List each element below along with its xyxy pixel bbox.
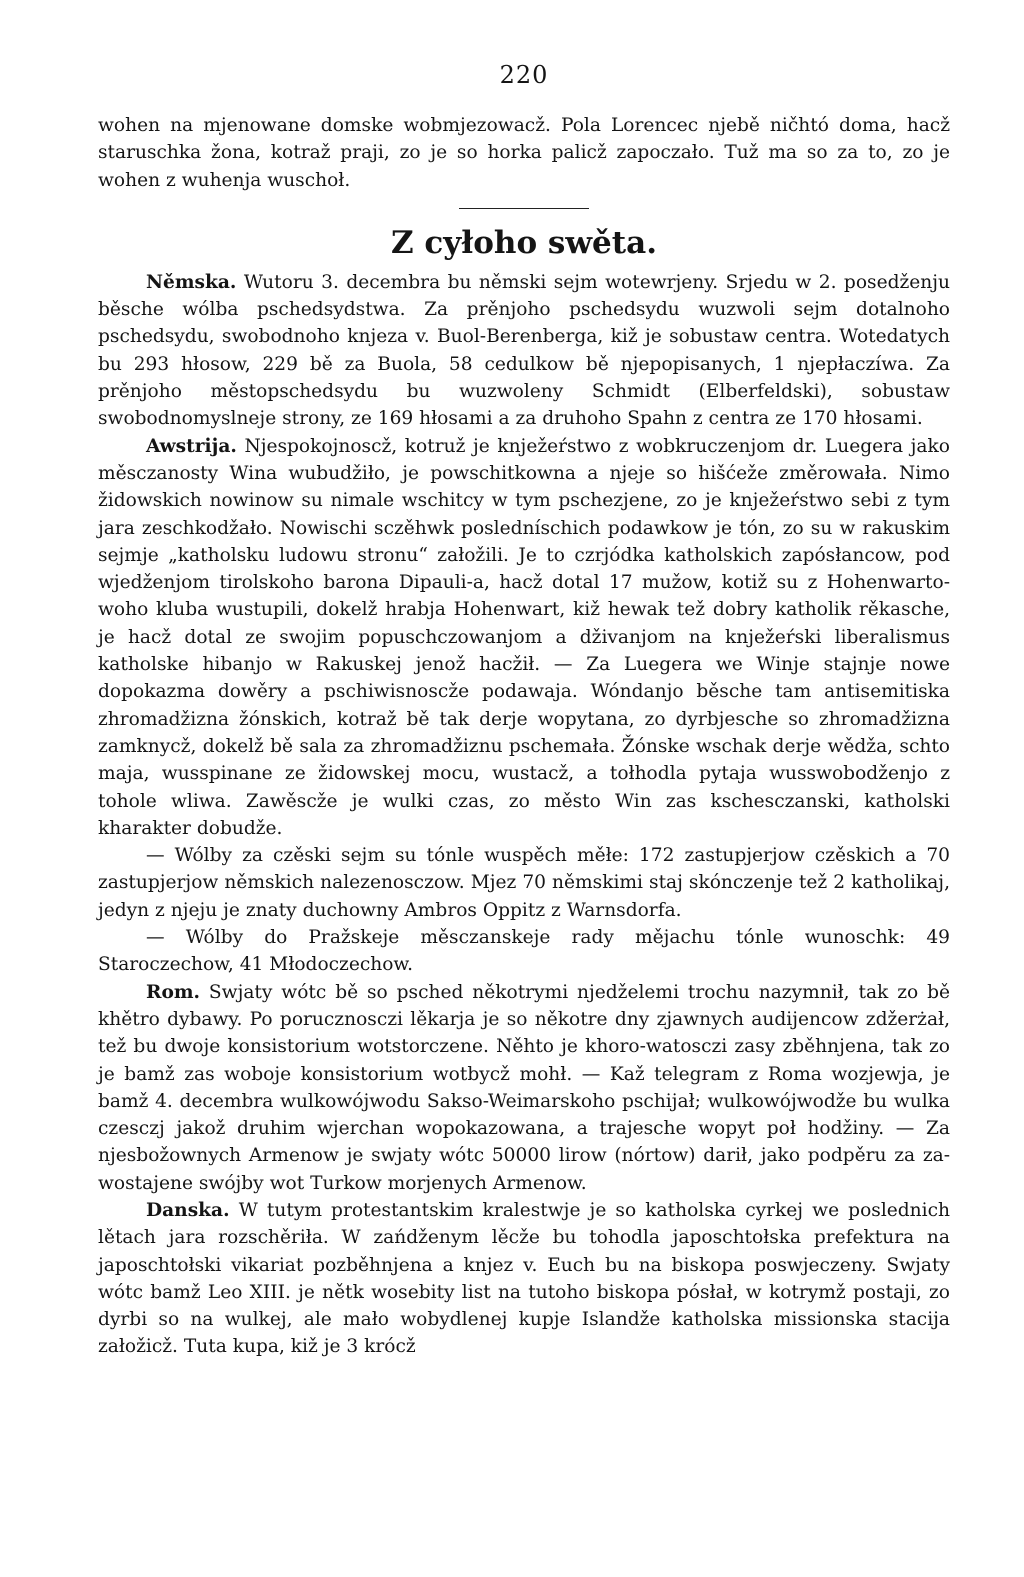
paragraph-prague-council — [98, 924, 950, 979]
intro-paragraph: wohen na mjenowane domske wobmjezowacž. Pola Lorencec njebě ničhtó doma, hacž staruschka žona, kotraž praji, zo je so horka palicž zapoczało. Tuž ma so za to, zo je wohen z wuhenja wuschoł. — [98, 115, 950, 191]
paragraph-text: Swjaty wótc bě so psched někotrymi njedželemi trochu nazymnił, tak zo bě khětro dybawy. Po porucznosczi lěkarja je so někotre dny zjawnych audijencow zdžerżał, tež bu dwoje konsistorium wotstorczene. Něhto je khoro-watosczi zasy zběhnjena, tak zo je bamž zas woboje konsistorium wotbycž mohł. — Kaž telegram z Roma wozjewja, je bamž 4. decembra wulkowójwodu Sakso-Weimarskoho pschijał; wulkowójwodže bu wulka czesczj jakož druhim wjerchan wopokazowana, a trajesche wopyt poł hodžiny. — Za njesbožownych Armenow je swjaty wótc 50000 lirow (nórtow) darił, jako podpěru za za-wostajene swójby wot Turkow morjenych Armenow. — [98, 981, 950, 1194]
paragraph-danska — [98, 1197, 950, 1361]
paragraph-awstrija — [98, 433, 950, 842]
country-heading: Němska. — [146, 271, 237, 293]
paragraph-text: W tutym protestantskim kralestwje je so katholska cyrkej we poslednich lětach jara rozschěriła. W zańdženym lěcže bu tohodla japoschtołska prefektura na japoschtołski vikariat pozběhnjena a knjez v. Euch bu na biskopa poswjeczeny. Swjaty wótc bamž Leo XIII. je nětk wosebity list na tutoho biskopa pósłał, w kotrymž postaji, zo dyrbi so na wulkej, ale mało wobydlenej kupje Islandže katholska missionska stacija załožicž. Tuta kupa, kiž je 3 krócž — [98, 1199, 950, 1358]
paragraph-rom — [98, 979, 950, 1197]
country-heading: Awstrija. — [146, 435, 237, 457]
paragraph-text: — Wólby za czěski sejm su tónle wuspěch měłe: 172 zastupjerjow czěskich a 70 zastupjerjow němskich nalezenosczow. Mjez 70 němskimi staj skónczenje tež 2 katholikaj, jedyn z njeju je znaty duchowny Ambros Oppitz z Warnsdorfa. — [98, 845, 950, 921]
country-heading: Danska. — [146, 1199, 230, 1221]
paragraph-nemska — [98, 269, 950, 433]
document-page — [98, 60, 950, 1361]
paragraph-czech-elections — [98, 842, 950, 924]
paragraph-text: — Wólby do Pražskeje měsczanskeje rady mějachu tónle wunoschk: 49 Staroczechow, 41 Młodoczechow. — [98, 927, 950, 976]
paragraph-text: Wutoru 3. decembra bu němski sejm wotewrjeny. Srjedu w 2. posedženju běsche wólba pschedsydstwa. Za prěnjoho pschedsydu wuzwoli sejm dotalnoho pschedsydu, swobodnoho knjeza v. Buol-Berenberga, kiž je sobustaw centra. Wotedatych bu 293 hłosow, 229 bě za Buola, 58 cedulkow bě njepopisanych, 1 njepłaczíwa. Za prěnjoho městopschedsydu bu wuzwoleny Schmidt (Elberfeldski), sobustaw swobodnomyslneje strony, ze 169 hłosami a za druhoho Spahn z centra ze 170 hłosami. — [98, 271, 950, 430]
page-number: 220 — [499, 61, 549, 89]
section-title: Z cyłoho swěta. — [391, 224, 657, 261]
section-divider — [459, 208, 589, 209]
paragraph-text: Njespokojnoscž, kotruž je knježeŕstwo z wobkruczenjom dr. Luegera jako měsczanosty Wina wubudžiło, je powschitkowna a njeje so hišćeže změrowała. Nimo židowskich nowinow su nimale wschitcy w tym pschezjene, zo je knježeŕstwo sebi z tym jara zeschkodžało. Nowischi sczěhwk posledníschich podawkow je tón, zo su w rakuskim sejmje „katholsku ludowu stronu“ załožili. Je to czrjódka katholskich zapósłancow, pod wjedženjom tirolskoho barona Dipauli-a, hacž dotal 17 mužow, kotiž su z Hohenwarto-woho kluba wustupili, dokelž hrabja Hohenwart, kiž hewak tež dobry katholik rěkasche, je hacž dotal ze swojim popuschczowanjom a dživanjom na knježeŕski liberalismus katholske hibanjo w Rakuskej jenož hacžił. — Za Luegera we Winje stajnje nowe dopokazma dowěry a pschiwisnoscže podawaja. Wóndanjo běsche tam antisemitiska zhromadžizna žónskich, kotraž bě tak derje wopytana, zo dyrbjesche so zhromadžizna zamknycž, dokelž bě sala za zhromadžiznu pschemała. Žónske wschak derje wědža, schto maja, wusspinane ze židowskej mocu, wustacž, a tołhodla pytaja wusswobodženjo z tohole wliwa. Zawěscže je wulki czas, zo město Win zas kschesczanski, katholski kharakter dobudže. — [98, 435, 950, 839]
country-heading: Rom. — [146, 981, 201, 1003]
